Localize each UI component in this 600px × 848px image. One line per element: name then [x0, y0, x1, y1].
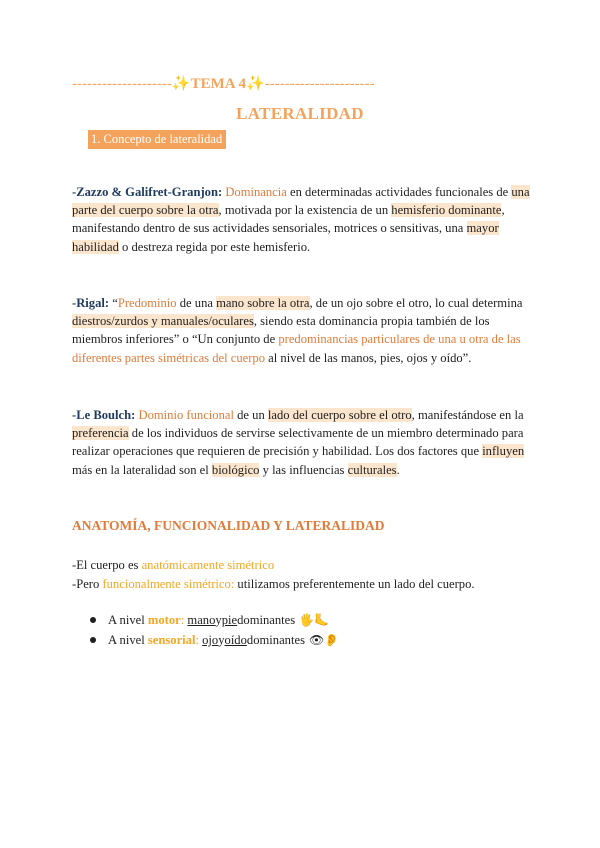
highlight: culturales — [347, 462, 397, 477]
text: “ — [109, 296, 118, 310]
text: dominantes — [237, 613, 296, 627]
highlight: diestros/zurdos y manuales/oculares — [72, 314, 254, 329]
key-term: anatómicamente simétrico — [141, 558, 275, 572]
definition-paragraph-rigal — [72, 294, 534, 367]
header-title: TEMA 4 — [190, 76, 247, 92]
text: en determinadas actividades funcionales de — [286, 185, 512, 199]
text: al nivel de las manos, pies, ojos y oído”. — [265, 350, 472, 365]
text: A nivel — [108, 633, 145, 647]
section-heading: 1. Concepto de lateralidad — [88, 130, 226, 149]
text: : — [180, 613, 185, 627]
text: A nivel — [108, 613, 145, 627]
page-subtitle: LATERALIDAD — [236, 104, 364, 123]
hand-foot-icon: 🖐🦶 — [299, 613, 330, 627]
text: . — [396, 462, 400, 477]
text: , siendo esta dominancia propia también de los miembros inferiores” o “Un conjunto de — [72, 314, 490, 347]
author-name: -Zazzo & Galifret-Granjon: — [72, 185, 223, 199]
bullet-list — [90, 610, 339, 650]
text: de un — [233, 408, 268, 422]
highlight: hemisferio dominante — [391, 203, 502, 218]
sparkle-icon: ✨ — [246, 76, 265, 92]
text: de los individuos de servirse selectivamente de un miembro determinado para realizar operaciones que requieren de precisión y habilidad. Los dos factores que — [72, 426, 524, 459]
highlight: una parte del cuerpo sobre la otra — [72, 185, 530, 218]
eye-ear-icon: 👁👂 — [308, 633, 340, 647]
text: y — [215, 613, 222, 627]
key-term: Dominancia — [225, 185, 287, 199]
text: utilizamos preferentemente un lado del cuerpo. — [234, 577, 475, 591]
text: más en la lateralidad son el — [72, 462, 212, 477]
text: de una — [176, 296, 217, 310]
key-term: Dominio funcional — [138, 408, 234, 422]
key-term: sensorial — [147, 633, 196, 647]
text: o destreza regida por este hemisferio. — [118, 239, 311, 254]
text: -El cuerpo es — [72, 558, 142, 572]
text: dominantes — [246, 633, 305, 647]
sparkle-icon: ✨ — [171, 76, 191, 92]
text: y las influencias — [259, 462, 348, 477]
definition-paragraph-zazzo — [72, 183, 534, 256]
header-dashes-left: -------------------- — [72, 76, 172, 92]
text: : — [195, 633, 199, 647]
document-header — [72, 74, 532, 94]
underlined-term: ojo — [202, 633, 219, 647]
definition-paragraph-le-boulch — [72, 406, 534, 479]
list-item — [90, 630, 339, 650]
section-heading-anatomia: ANATOMÍA, FUNCIONALIDAD Y LATERALIDAD — [72, 518, 385, 533]
highlight: mano sobre la otra — [216, 296, 310, 310]
highlight: lado del cuerpo sobre el otro — [267, 408, 412, 422]
highlight: influyen — [482, 444, 525, 459]
text: , de un ojo sobre el otro, lo cual determina — [309, 296, 523, 310]
author-name: -Le Boulch: — [72, 408, 136, 422]
key-term: Predominio — [117, 296, 177, 310]
text: , manifestándose en la — [411, 408, 524, 422]
highlight: mayor habilidad — [72, 221, 499, 254]
bullet-icon — [90, 637, 96, 643]
author-name: -Rigal: — [72, 296, 110, 310]
text: , motivada por la existencia de un — [218, 203, 392, 218]
text: , manifestando dentro de sus actividades sensoriales, motrices o sensitivas, una — [72, 203, 505, 236]
key-term: funcionalmente simétrico: — [102, 577, 235, 591]
header-dashes-right: ---------------------- — [264, 76, 375, 92]
underlined-term: mano — [187, 613, 216, 627]
underlined-term: pie — [221, 613, 238, 627]
text: y — [218, 633, 225, 647]
text-line — [72, 575, 475, 593]
underlined-term: oído — [224, 633, 247, 647]
key-term: predominancias particulares de una u otra de las diferentes partes simétricas del cuerpo — [72, 332, 521, 365]
list-item — [90, 610, 339, 630]
bullet-icon — [90, 617, 96, 623]
highlight: preferencia — [72, 426, 129, 441]
text-line — [72, 556, 274, 574]
key-term: motor — [147, 613, 181, 627]
text: -Pero — [72, 577, 103, 591]
highlight: biológico — [211, 462, 260, 477]
